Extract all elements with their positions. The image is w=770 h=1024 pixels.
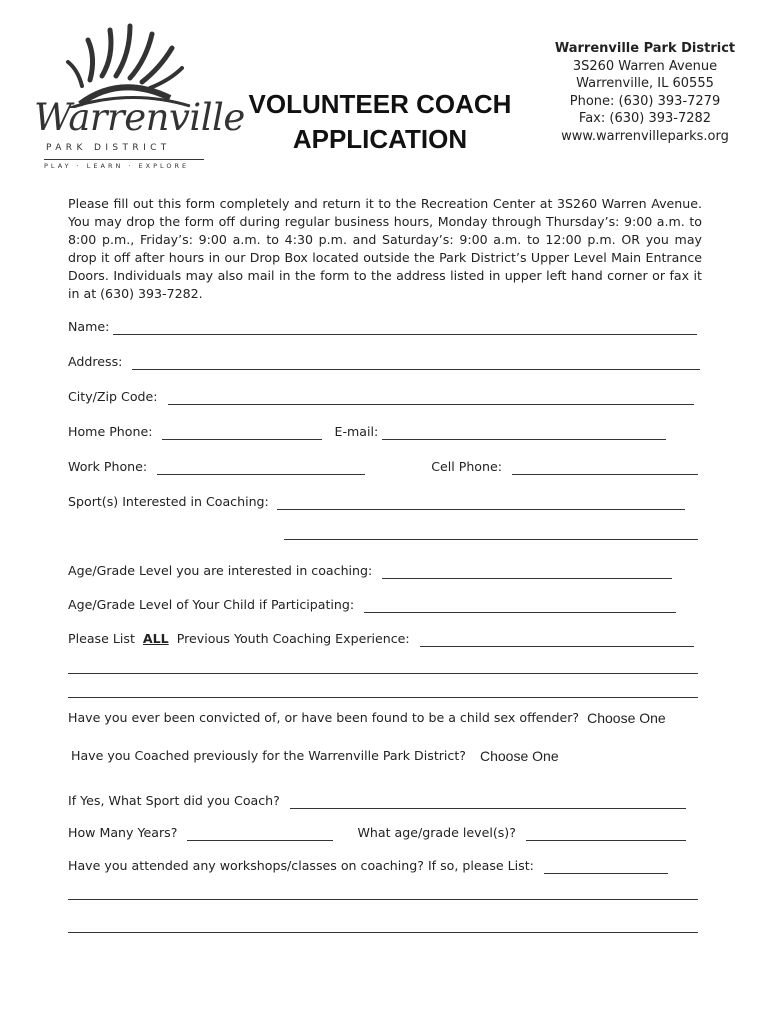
logo-wordmark: Warrenville xyxy=(34,96,245,139)
how-many-years-label: How Many Years? xyxy=(68,825,178,840)
email-label: E-mail: xyxy=(334,424,379,439)
title-line-1: VOLUNTEER COACH xyxy=(248,89,512,119)
age-grade-label: Age/Grade Level you are interested in coaching: xyxy=(68,563,373,578)
work-phone-label: Work Phone: xyxy=(68,459,148,474)
how-many-years-field[interactable] xyxy=(187,829,333,841)
coached-before-select[interactable]: Choose One xyxy=(480,748,559,764)
name-label: Name: xyxy=(68,319,110,334)
experience-label-post: Previous Youth Coaching Experience: xyxy=(176,631,410,646)
what-sport-field[interactable] xyxy=(290,797,686,809)
park-district-logo xyxy=(30,18,245,170)
address-field[interactable] xyxy=(132,358,700,370)
instructions-paragraph: Please fill out this form completely and return it to the Recreation Center at 3S260 Warren Avenue. You may drop the form off during regular business hours, Monday through Thursday’s: 9:00 a.m. to 8:00 p.m., Friday’s: 9:00 a.m. to 4:30 p.m. and Saturday’s: 9:00 a.m. to 12:00 p.m. OR you may drop it off after hours in our Drop Box located outside the Park District’s Upper Level Main Entrance Doors. Individuals may also mail in the form to the address listed in upper left hand corner or fax it in at (630) 393-7282. xyxy=(68,196,702,301)
sports-label: Sport(s) Interested in Coaching: xyxy=(68,494,269,509)
what-sport-label: If Yes, What Sport did you Coach? xyxy=(68,793,280,808)
cell-phone-label: Cell Phone: xyxy=(431,459,502,474)
workshops-row xyxy=(68,858,702,874)
experience-field-line-3[interactable] xyxy=(68,697,698,698)
org-city: Warrenville, IL 60555 xyxy=(576,76,714,92)
experience-field[interactable] xyxy=(420,635,694,647)
org-name: Warrenville Park District xyxy=(554,41,736,56)
home-phone-label: Home Phone: xyxy=(68,424,153,439)
experience-row xyxy=(68,631,702,647)
workshops-label: Have you attended any workshops/classes on coaching? If so, please List: xyxy=(68,858,534,873)
phone-email-row xyxy=(68,424,702,440)
workshops-field[interactable] xyxy=(544,862,668,874)
years-age-row xyxy=(68,825,702,841)
age-grade-field[interactable] xyxy=(382,567,672,579)
what-age-label: What age/grade level(s)? xyxy=(357,825,516,840)
sun-icon xyxy=(30,18,210,108)
page-title xyxy=(238,87,522,157)
work-cell-row xyxy=(68,459,702,475)
sports-field-continued[interactable] xyxy=(284,539,698,540)
sports-field[interactable] xyxy=(277,498,685,510)
experience-label-pre: Please List xyxy=(68,631,135,646)
child-level-row xyxy=(68,597,702,613)
what-sport-row xyxy=(68,793,702,809)
city-zip-field[interactable] xyxy=(168,393,694,405)
org-street: 3S260 Warren Avenue xyxy=(572,58,718,74)
workshops-field-line-2[interactable] xyxy=(68,899,698,900)
sports-row xyxy=(68,494,702,510)
city-zip-label: City/Zip Code: xyxy=(68,389,158,404)
name-field[interactable] xyxy=(113,323,697,335)
org-website: www.warrenvilleparks.org xyxy=(561,128,729,144)
address-row xyxy=(68,354,702,370)
title-line-2: APPLICATION xyxy=(292,124,468,154)
experience-label-all: ALL xyxy=(142,631,169,646)
convicted-row xyxy=(68,708,728,728)
address-label: Address: xyxy=(68,354,123,369)
experience-field-line-2[interactable] xyxy=(68,673,698,674)
logo-divider xyxy=(44,159,204,160)
coached-before-row xyxy=(71,746,711,766)
coached-before-label: Have you Coached previously for the Warrenville Park District? xyxy=(71,748,466,763)
org-fax: Fax: (630) 393-7282 xyxy=(578,111,712,127)
email-field[interactable] xyxy=(382,428,666,440)
org-phone: Phone: (630) 393-7279 xyxy=(569,93,721,109)
org-contact-block xyxy=(552,40,738,146)
child-level-label: Age/Grade Level of Your Child if Participating: xyxy=(68,597,355,612)
work-phone-field[interactable] xyxy=(157,463,365,475)
logo-subtitle: PARK DISTRICT xyxy=(46,143,171,153)
name-row xyxy=(68,319,702,335)
city-zip-row xyxy=(68,389,702,405)
convicted-select[interactable]: Choose One xyxy=(587,710,666,726)
convicted-label: Have you ever been convicted of, or have been found to be a child sex offender? xyxy=(68,710,580,725)
cell-phone-field[interactable] xyxy=(512,463,698,475)
workshops-field-line-3[interactable] xyxy=(68,932,698,933)
home-phone-field[interactable] xyxy=(162,428,322,440)
child-level-field[interactable] xyxy=(364,601,676,613)
logo-tagline: PLAY · LEARN · EXPLORE xyxy=(44,162,190,170)
age-grade-row xyxy=(68,563,702,579)
what-age-field[interactable] xyxy=(526,829,686,841)
